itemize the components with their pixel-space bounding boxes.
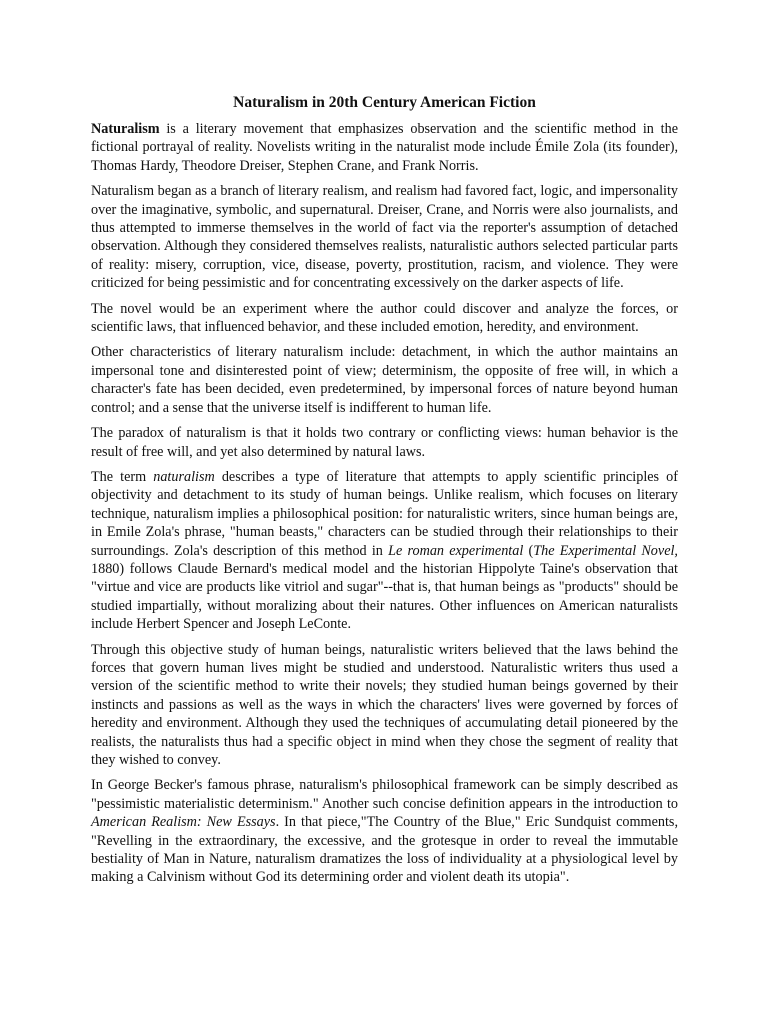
paragraph-7: Through this objective study of human beings, naturalistic writers believed that the laws behind the forces that govern human lives might be studied and understood. Naturalistic writers thus used a version of the scientific method to write their novels; they studied human beings governed by their instincts and passions as well as the ways in which the characters' lives were governed by forces of heredity and environment. Although they used the techniques of accumulating detail pioneered by the realists, the naturalists thus had a specific object in mind when they chose the segment of reality that they wished to convey. (91, 641, 678, 768)
paragraph-4: Other characteristics of literary naturalism include: detachment, in which the author maintains an impersonal tone and disinterested point of view; determinism, the opposite of free will, in which a character's fate has been decided, even predetermined, by impersonal forces of nature beyond human control; and a sense that the universe itself is indifferent to human life. (91, 344, 678, 416)
paragraph-8 (91, 776, 678, 886)
paragraph-6 (91, 468, 678, 634)
document-title: Naturalism in 20th Century American Fiction (233, 94, 536, 111)
paragraph-3: The novel would be an experiment where the author could discover and analyze the forces, or scientific laws, that influenced behavior, and these included emotion, heredity, and environment. (91, 300, 678, 336)
paragraph-8-text-c: . In that piece,"The Country of the Blue," Eric Sundquist comments, "Revelling in the extraordinary, the excessive, and the grotesque in order to reveal the immutable bestiality of Man in Nature, naturalism dramatizes the loss of individuality at a physiological level by making a Calvinism without God its determining order and violent death its utopia". (91, 814, 678, 886)
paragraph-1 (91, 120, 678, 175)
paragraph-8-text-a: In George Becker's famous phrase, naturalism's philosophical framework can be simply described as "pessimistic materialistic determinism." Another such concise definition appears in the introduction to (91, 777, 678, 812)
paragraph-6-text-e: ( (523, 542, 534, 559)
paragraph-2: Naturalism began as a branch of literary realism, and realism had favored fact, logic, and impersonality over the imaginative, symbolic, and supernatural. Dreiser, Crane, and Norris were also journalists, and thus attempted to immerse themselves in the world of fact via the reporter's assumption of detached observation. Although they considered themselves realists, naturalistic authors selected particular parts of reality: misery, corruption, vice, disease, poverty, prostitution, racism, and violence. They were criticized for being pessimistic and for concentrating excessively on the darker aspects of life. (91, 183, 678, 292)
paragraph-6-text-a: The term (91, 468, 154, 485)
paragraph-6-text-c: describes a type of literature that attempts to apply scientific principles of objectivity and detachment to its study of human beings. Unlike realism, which focuses on literary technique, naturalism implies a philosophical position: for naturalistic writers, since human beings are, in Emile Zola's phrase, "human beasts," characters can be studied through their relationships to their surroundings. Zola's description of this method in (91, 468, 678, 559)
italic-american-realism: American Realism: New Essays (91, 814, 276, 831)
bold-term-naturalism: Naturalism (91, 121, 160, 137)
italic-le-roman-experimental: Le roman experimental (388, 542, 524, 559)
paragraph-1-text: is a literary movement that emphasizes observation and the scientific method in the fictional portrayal of reality. Novelists writing in the naturalist mode include Émile Zola (its founder), Thomas Hardy, Theodore Dreiser, Stephen Crane, and Frank Norris. (91, 121, 678, 174)
italic-naturalism: naturalism (153, 468, 215, 485)
paragraph-6-text-g: 1880) follows Claude Bernard's medical model and the historian Hippolyte Taine's observation that "virtue and vice are products like vitriol and sugar"--that is, that human beings as "products" should be studied impartially, without moralizing about their natures. Other influences on American naturalists include Herbert Spencer and Joseph LeConte. (91, 560, 678, 633)
paragraph-5: The paradox of naturalism is that it holds two contrary or conflicting views: human behavior is the result of free will, and yet also determined by natural laws. (91, 425, 678, 460)
italic-experimental-novel: The Experimental Novel, (533, 542, 678, 559)
document-page (91, 93, 678, 894)
